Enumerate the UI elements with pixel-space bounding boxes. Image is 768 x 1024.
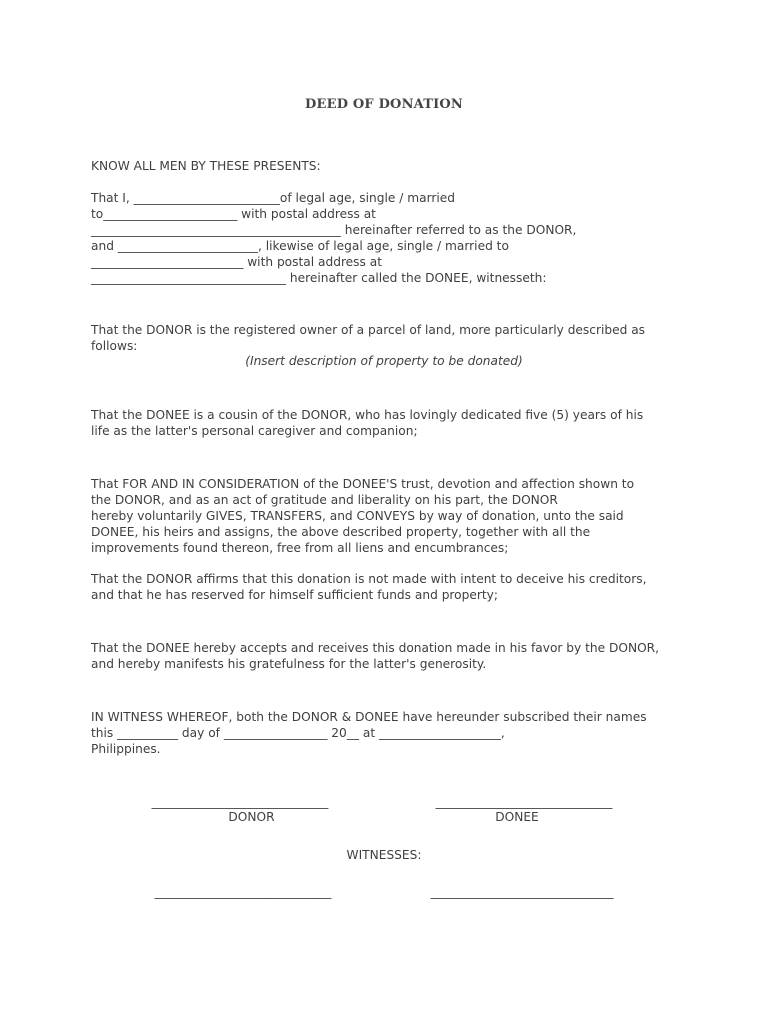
para1-line-6: ________________________________ hereinafter called the DONEE, witnesseth: <box>91 271 547 285</box>
para4-line-1: That FOR AND IN CONSIDERATION of the DONEE'S trust, devotion and affection shown to <box>91 477 635 491</box>
para7-line-2: this __________ day of _________________ 20__ at ____________________, <box>91 726 505 740</box>
para1-line-3: _________________________________________ hereinafter referred to as the DONOR, <box>91 223 577 237</box>
witnesses-label: WITNESSES: <box>346 848 422 862</box>
para5-line-1: That the DONOR affirms that this donation is not made with intent to deceive his creditors, <box>91 572 647 586</box>
para1-line-4: and _______________________, likewise of legal age, single / married to <box>91 239 509 253</box>
para4-line-3: hereby voluntarily GIVES, TRANSFERS, and CONVEYS by way of donation, unto the said <box>91 509 624 523</box>
para6-line-2: and hereby manifests his gratefulness for the latter's generosity. <box>91 657 487 671</box>
para7-line-1: IN WITNESS WHEREOF, both the DONOR & DONEE have hereunder subscribed their names <box>91 710 647 724</box>
para2-line-1: That the DONOR is the registered owner of a parcel of land, more particularly described as <box>91 323 646 337</box>
property-placeholder: (Insert description of property to be donated) <box>245 354 523 368</box>
para7-line-3: Philippines. <box>91 742 161 756</box>
donor-label: DONOR <box>228 810 275 824</box>
document-title: DEED OF DONATION <box>305 97 463 112</box>
para6-line-1: That the DONEE hereby accepts and receives this donation made in his favor by the DONOR, <box>91 641 660 655</box>
para4-line-2: the DONOR, and as an act of gratitude and liberality on his part, the DONOR <box>91 493 558 507</box>
para1-line-5: _________________________ with postal address at <box>91 255 383 269</box>
donor-signature-line: _____________________________ <box>151 795 329 809</box>
para4-line-4: DONEE, his heirs and assigns, the above described property, together with all the <box>91 525 591 539</box>
para2-line-2: follows: <box>91 339 138 353</box>
para5-line-2: and that he has reserved for himself sufficient funds and property; <box>91 588 498 602</box>
witness-line-right: ______________________________ <box>430 885 614 899</box>
para1-line-1: That I, ________________________of legal age, single / married <box>91 191 456 205</box>
para4-line-5: improvements found thereon, free from all liens and encumbrances; <box>91 541 509 555</box>
intro-line: KNOW ALL MEN BY THESE PRESENTS: <box>91 159 321 173</box>
donee-signature-line: _____________________________ <box>435 795 613 809</box>
witness-line-left: _____________________________ <box>154 885 332 899</box>
para3-line-2: life as the latter's personal caregiver and companion; <box>91 424 418 438</box>
donee-label: DONEE <box>495 810 539 824</box>
para3-line-1: That the DONEE is a cousin of the DONOR, who has lovingly dedicated five (5) years of his <box>91 408 644 422</box>
para1-line-2: to______________________ with postal address at <box>91 207 376 221</box>
